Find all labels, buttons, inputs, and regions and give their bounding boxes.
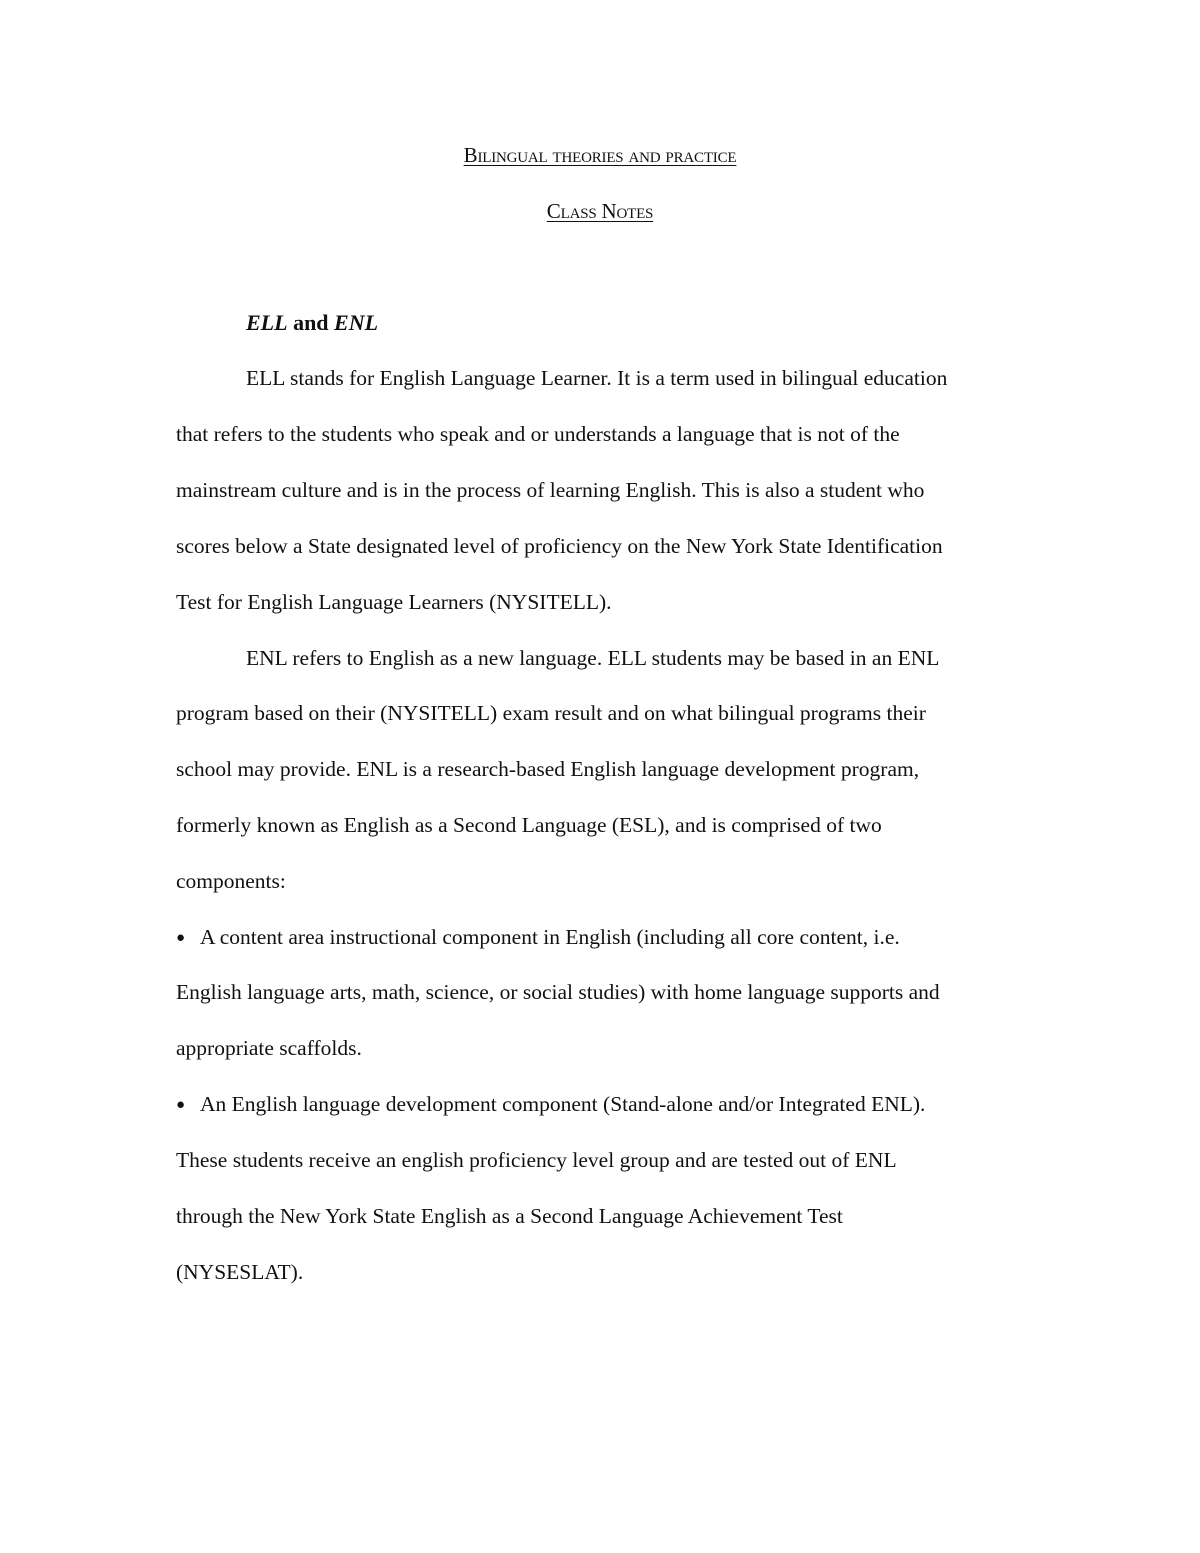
paragraph1-line: mainstream culture and is in the process of learning English. This is also a student who	[176, 478, 925, 502]
paragraph1-line: Test for English Language Learners (NYSITELL).	[176, 590, 612, 614]
document-subtitle: Class Notes	[546, 199, 654, 223]
bullet1-line: English language arts, math, science, or social studies) with home language supports and	[176, 980, 940, 1004]
document-title: Bilingual theories and practice	[463, 143, 737, 167]
paragraph1-line: that refers to the students who speak and or understands a language that is not of the	[176, 422, 900, 446]
bullet2-line: An English language development component (Stand-alone and/or Integrated ENL).	[200, 1092, 926, 1116]
paragraph2-line: formerly known as English as a Second Language (ESL), and is comprised of two	[176, 813, 882, 837]
heading-enl: ENL	[334, 310, 379, 335]
paragraph2-line: school may provide. ENL is a research-based English language development program,	[176, 757, 920, 781]
bullet2-line: These students receive an english proficiency level group and are tested out of ENL	[176, 1148, 897, 1172]
heading-ell: ELL	[246, 310, 288, 335]
section-heading	[246, 312, 378, 334]
paragraph2-line: program based on their (NYSITELL) exam result and on what bilingual programs their	[176, 701, 926, 725]
bullet-icon: ●	[176, 930, 186, 946]
bullet-item	[176, 927, 900, 949]
bullet1-line: A content area instructional component in English (including all core content, i.e.	[200, 925, 900, 949]
paragraph1-line: ELL stands for English Language Learner. It is a term used in bilingual education	[246, 366, 948, 390]
heading-and: and	[287, 310, 335, 335]
bullet-item	[176, 1094, 925, 1116]
paragraph2-line: ENL refers to English as a new language. ELL students may be based in an ENL	[246, 646, 940, 670]
bullet2-line: (NYSESLAT).	[176, 1260, 304, 1284]
bullet-icon: ●	[176, 1097, 186, 1113]
bullet2-line: through the New York State English as a Second Language Achievement Test	[176, 1204, 843, 1228]
bullet1-line: appropriate scaffolds.	[176, 1036, 362, 1060]
paragraph2-line: components:	[176, 869, 286, 893]
paragraph1-line: scores below a State designated level of proficiency on the New York State Identification	[176, 534, 943, 558]
